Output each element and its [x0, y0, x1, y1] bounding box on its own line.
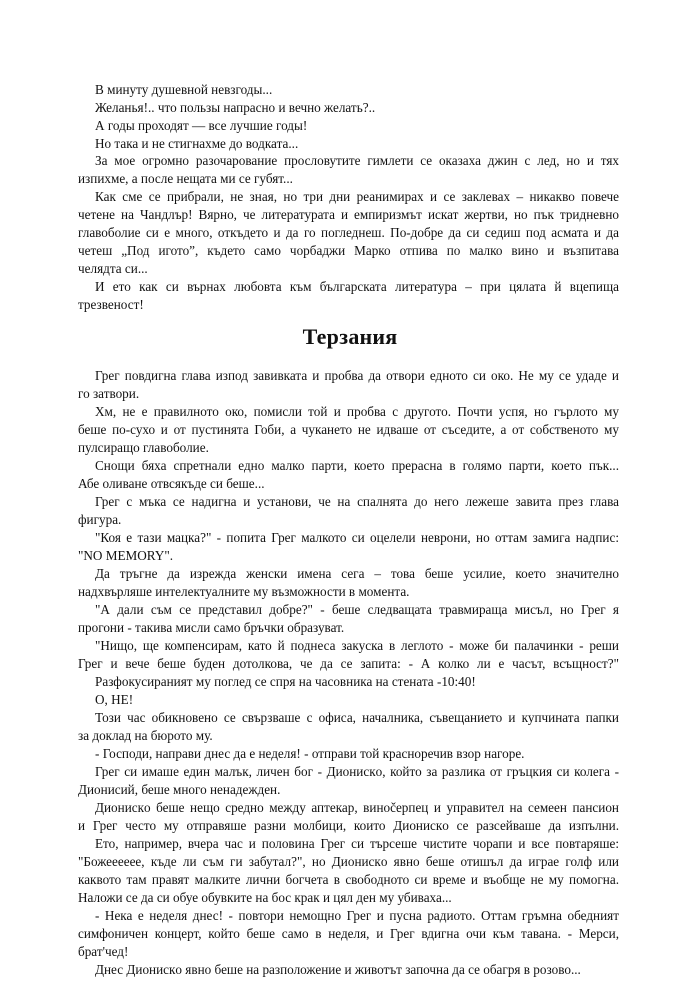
text-line: В минуту душевной невзгоды...: [95, 82, 273, 97]
text-line: Ето, например, вчера час и половина Грег си търсеше чистите чорапи и все повтаряше:: [95, 836, 619, 851]
text-line: Как сме се прибрали, не зная, но три дни реанимирах и се заклевах – никакво повече: [95, 189, 619, 204]
text-line: главоболие си е много, откъдето и да го погледнеш. По-добре да си седиш под асмата и да: [78, 225, 619, 240]
text-line: Хм, не е правилното око, помисли той и пробва с другото. Почти успя, но гърлото му: [95, 404, 619, 419]
text-line: Разфокусираният му поглед се спря на часовника на стената -10:40!: [95, 674, 476, 689]
text-line: четеш „Под игото”, където само чорбаджи Марко отпива по малко вино и възпитава: [78, 243, 619, 258]
text-line: пулсиращо главоболие.: [78, 440, 209, 455]
text-line: четене на Чандлър! Вярно, че литературата и емпиризмът искат жертви, но пък тридневно: [78, 207, 619, 222]
chapter-title: Терзания: [302, 324, 398, 349]
text-line: брат'чед!: [78, 944, 129, 959]
text-line: Дионискo беше нещо средно между аптекар, винočерпец и управител на семеен пансион: [95, 800, 619, 815]
text-line: Но така и не стигнахме до водката...: [95, 136, 299, 151]
text-line: Грег повдигна глава изпод завивката и пробва да отвори едното си око. Не му се удаде и: [95, 368, 619, 383]
text-line: Този час обикновено се свързваше с офиса, началника, съвещанието и купчината папки: [95, 710, 619, 725]
text-line: симфоничен концерт, който беше само в неделя, и Грег вдигна очи към тавана. - Мерси,: [78, 926, 619, 941]
text-line: трезвеност!: [78, 297, 144, 312]
text-line: фигура.: [78, 512, 122, 527]
text-line: прогони - такива мисли само бръчки образуват.: [78, 620, 345, 635]
text-line: "Нищо, ще компенсирам, като й поднеса закуска в леглото - може би палачинки - реши: [95, 638, 619, 653]
text-line: "Коя е тази мацка?" - попита Грег малкото си оцелели неврони, но оттам замига надпис:: [95, 530, 619, 545]
text-line: го затвори.: [78, 386, 140, 401]
text-line: За мое огромно разочарование прословутите гимлети се оказаха джин с лед, но и тях: [95, 153, 619, 168]
text-line: изпихме, а после нещата ми се губят...: [78, 171, 293, 186]
text-line: Грег и вече беше буден дотолкова, че да се запита: - А колко ли е часът, всъщност?": [78, 656, 619, 671]
text-line: и Грег често му отправяше разни молбици, които Дионискo се разсейваше да изпълни.: [78, 818, 619, 833]
text-line: Грег с мъка се надигна и установи, че на спалнята до него лежеше завита през глава: [95, 494, 619, 509]
text-line: надхвърляше интелектуалните му възможности в момента.: [78, 584, 410, 599]
text-line: - Нека е неделя днес! - повтори немощно Грег и пусна радиото. Оттам гръмна обедният: [95, 908, 619, 923]
text-line: "NO MEMORY".: [78, 548, 174, 563]
text-line: челядта си...: [78, 261, 148, 276]
text-line: Дионисий, беше много ненадежден.: [78, 782, 281, 797]
text-line: Грег си имаше един малък, личен бог - Дионискo, който за разлика от гръцкия си колега -: [95, 764, 619, 779]
text-line: И ето как си върнах любовта към българската литература – при цялата й вцепища: [95, 279, 619, 294]
text-line: Наложи се да си обуе обувките на бос крак и цял ден му убиваха...: [78, 890, 452, 905]
text-line: А годы проходят — все лучшие годы!: [95, 118, 308, 133]
text-line: "Божееееее, къде ли съм ги забутал?", но Дионискo явно беше отишъл да играе голф или: [78, 854, 619, 869]
text-line: Днес Дионискo явно беше на разположение и животът започна да се обагря в розово...: [95, 962, 581, 977]
text-line: - Господи, направи днес да е неделя! - отправи той красноречив взор нагоре.: [95, 746, 525, 761]
text-line: за доклад на бюрото му.: [78, 728, 213, 743]
text-line: Да тръгне да изрежда женски имена сега – това беше усилие, което значително: [95, 566, 619, 581]
text-line: Желанья!.. что пользы напрасно и вечно желать?..: [95, 100, 376, 115]
text-line: беше по-сухо и от пустинята Гоби, а чукането не идваше от съседите, а от собственото му: [78, 422, 619, 437]
text-line: О, НЕ!: [95, 692, 134, 707]
text-line: Абе оливане отвсякъде си беше...: [78, 476, 265, 491]
text-line: "А дали съм се представил добре?" - беше следващата травмираща мисъл, но Грег я: [95, 602, 619, 617]
text-line: Снощи бяха спретнали едно малко парти, което прерасна в голямо парти, което пък...: [95, 458, 619, 473]
text-line: каквото там правят малките лични богчета в свободното си време и въобще не му помогна.: [78, 872, 619, 887]
